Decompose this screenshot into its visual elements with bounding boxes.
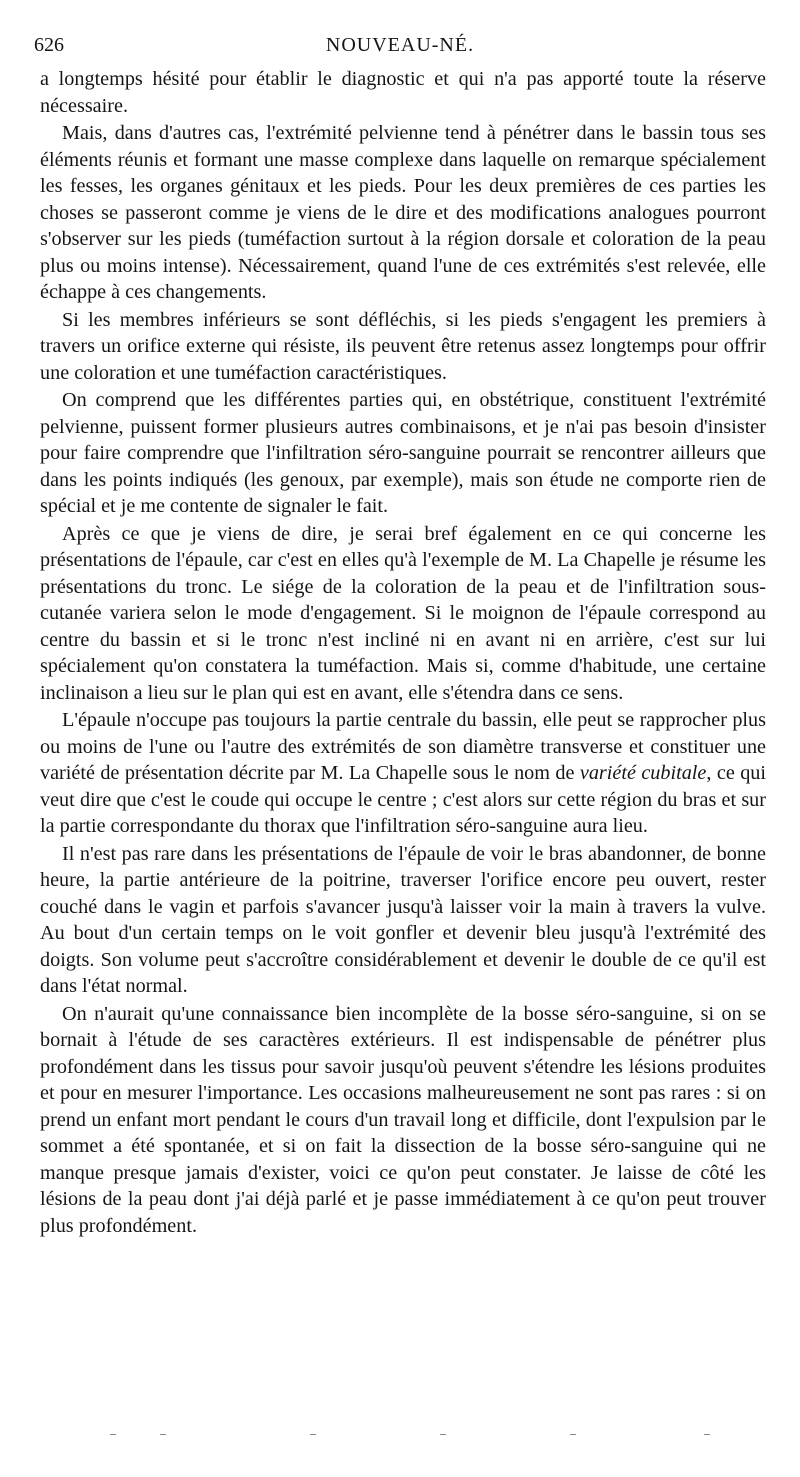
paragraph-text: Si les membres inférieurs se sont défléchis, si les pieds s'engagent les premiers à travers un orifice externe qui résiste, ils peuvent être retenus assez longtemps pour offrir une coloration et une tuméfaction caractéristiques. [40,308,766,384]
paragraph-p5 [40,521,766,707]
running-title: NOUVEAU-NÉ. [325,34,475,56]
paragraph-text: , ce qui veut dire que c'est le coude qui occupe le centre ; c'est alors sur cette région du bras et sur la partie correspondante du thorax que l'infiltration séro-sanguine aura lieu. [40,762,767,837]
paragraph-text: Après ce que je viens de dire, je serai bref également en ce qui concerne les présentations de l'épaule, car c'est en elles qu'à l'exemple de M. La Chapelle je résume les présentations du tronc. Le siége de la coloration de la peau et de l'infiltration sous-cutanée variera selon le mode d'engagement. Si le moignon de l'épaule correspond au centre du bassin et si le tronc n'est incliné ni en avant ni en arrière, c'est sur lui spécialement qu'on constatera la tuméfaction. Mais si, comme d'habitude, une certaine inclinaison a lieu sur le plan qui est en avant, elle s'étendra dans ce sens. [40,522,766,704]
page-bottom-marks [110,1434,710,1444]
body-text [40,66,766,1240]
paragraph-p6 [40,707,766,840]
paragraph-text: Mais, dans d'autres cas, l'extrémité pelvienne tend à pénétrer dans le bassin tous ses éléments réunis et formant une masse complexe dans laquelle on remarque spécialement les fesses, les organes génitaux et les pieds. Pour les deux premières de ces parties les choses se passeront comme je viens de le dire et des modifications analogues pourront s'observer sur les pieds (tuméfaction surtout à la région dorsale et coloration de la peau plus ou moins intense). Nécessairement, quand l'une de ces extrémités s'est relevée, elle échappe à ces changements. [40,122,766,303]
paragraph-p8 [40,1001,766,1240]
paragraph-p3 [40,307,766,387]
paragraph-p4 [40,387,766,520]
paragraph-text: On comprend que les différentes parties qui, en obstétrique, constituent l'extrémité pelvienne, puissent former plusieurs autres combinaisons, et je n'ai pas besoin d'insister pour faire comprendre que l'infiltration séro-sanguine pourrait se rencontrer ailleurs que dans les points indiqués (les genoux, par exemple), mais son étude ne comporte rien de spécial et je me contente de signaler le fait. [40,389,766,517]
paragraph-p2 [40,120,766,306]
paragraph-text: On n'aurait qu'une connaissance bien incomplète de la bosse séro-sanguine, si on se bornait à l'étude de ses caractères extérieurs. Il est indispensable de pénétrer plus profondément dans les tissus pour savoir jusqu'où peuvent s'étendre les lésions produites et pour en mesurer l'importance. Les occasions malheureusement ne sont pas rares : si on prend un enfant mort pendant le cours d'un travail long et difficile, dont l'expulsion par le sommet a été spontanée, et si on fait la dissection de la bosse séro-sanguine qui ne manque presque jamais d'exister, voici ce qu'on peut constater. Je laisse de côté les lésions de la peau dont j'ai déjà parlé et je passe immédiatement à ce qu'on peut trouver plus profondément. [40,1002,766,1237]
paragraph-p1 [40,66,766,119]
paragraph-p7 [40,841,766,1000]
paragraph-text: Il n'est pas rare dans les présentations de l'épaule de voir le bras abandonner, de bonne heure, la partie antérieure de la poitrine, traverser l'orifice encore peu ouvert, rester couché dans le vagin et parfois s'avancer jusqu'à laisser voir la main à travers la vulve. Au bout d'un certain temps on le voit gonfler et devenir bleu jusqu'à l'extrémité des doigts. Son volume peut s'accroître considérablement et devenir le double de ce qu'il est dans l'état normal. [40,842,766,997]
paragraph-text: a longtemps hésité pour établir le diagnostic et qui n'a pas apporté toute la réserve nécessaire. [40,68,766,117]
paragraph-text: L'épaule n'occupe pas toujours la partie centrale du bassin, elle peut se rapprocher plus ou moins de l'une ou l'autre des extrémités de son diamètre transverse et constituer une variété de présentation décrite par M. La Chapelle sous le nom de [40,709,766,784]
italic-term: variété cubitale [579,762,707,784]
page-number: 626 [34,34,64,56]
page-header [34,34,766,64]
